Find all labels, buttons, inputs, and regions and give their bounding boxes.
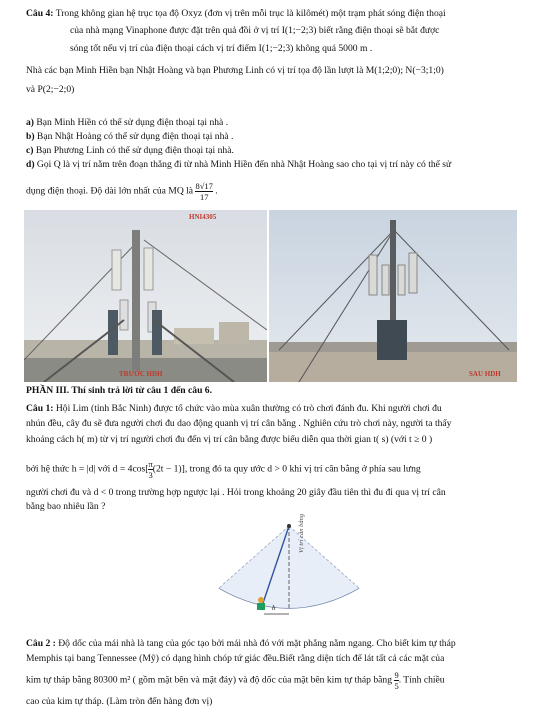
photo-left-caption: TRƯỚC HDH [119,370,163,378]
section-3-heading: PHẦN III. Thí sinh trả lời từ câu 1 đến câu 6. [26,385,213,396]
q2-line-3a: kim tự tháp bằng 80300 m² ( gồm mặt bên và mặt đáy) và độ dốc của mặt bên kim tự tháp bằng [26,674,393,686]
q4-line-1: Trong không gian hệ trục tọa độ Oxyz (đơn vị trên mỗi trục là kilômét) một trạm phát sóng điện thoại [55,8,446,19]
photo-before [24,210,267,382]
q1-label: Câu 1: [26,403,54,414]
q4-intro [26,6,526,21]
mq-numerator: 8√17 [195,181,213,191]
q2-line-2: Memphis tại bang Tennessee (Mỹ) có dạng hình chóp tứ giác đều.Biết rằng diện tích để lát tất cả các mặt của [26,653,445,664]
q1-line-4b: (2t − 1)], trong đó ta quy ước d > 0 khi vị trí cân bằng ở phía sau lưng [152,463,421,475]
q4-item-b [26,129,526,144]
q1-line-5: người chơi đu và d < 0 trong trường hợp ngược lại . Hỏi trong khoảng 20 giây đầu tiên thì đu đi qua vị trí cân [26,487,446,498]
pi-numerator: π [148,459,153,469]
q1-line-6: bằng bao nhiêu lần ? [26,501,106,512]
tower-after-image [269,210,517,382]
item-key: c) [26,145,34,156]
q4-item-d [26,157,526,172]
q4-line-3: sóng tốt nếu vị trí của điện thoại cách vị trí điểm I(1;−2;3) không quá 5000 m . [70,43,373,54]
pi-denominator: 3 [148,470,153,480]
q1-line-1-text: Hội Lim (tỉnh Bắc Ninh) được tổ chức vào mùa xuân thường có trò chơi đánh đu. Khi người chơi đu [53,403,442,414]
q1-line-2: nhún đều, cây đu sẽ đưa người chơi đu dao động quanh vị trí cân bằng . Nghiên cứu trò chơi này, người ta thấy [26,418,452,429]
q1-line-4 [26,459,526,480]
item-key: a) [26,117,34,128]
swing-figure [214,518,364,620]
q4-item-c [26,143,526,158]
photo-after [269,210,517,382]
item-key: b) [26,131,35,142]
item-text: Bạn Minh Hiền có thể sử dụng điện thoại tại nhà . [34,117,229,128]
photo-right-caption: SAU HDH [469,370,501,378]
q4-line-2: của nhà mạng Vinaphone được đặt trên quả đồi ở vị trí I(1;−2;3) biết rằng điện thoại sẽ bắt được [70,25,440,36]
mq-denominator: 17 [199,192,209,202]
slope-denominator: 5 [394,681,399,691]
q4-label: Câu 4: [26,8,54,19]
distance-h-label: h [272,604,276,612]
q2-line-4: cao của kim tự tháp. (Làm tròn đến hàng đơn vị) [26,696,213,707]
item-text: Bạn Phương Linh có thể sử dụng điện thoại tại nhà. [33,145,234,156]
q1-line-3: khoảng cách h( m) từ vị trí người chơi đu đến vị trí cân bằng được biểu diễn qua thời gian t( s) (với t ≥ 0 ) [26,434,433,445]
q1-line-4a: bởi hệ thức h = |d| với d = 4cos[ [26,463,149,475]
cell-tower-photos [24,210,517,382]
q4-houses-line-2: và P(2;−2;0) [26,84,75,95]
tower-before-image [24,210,267,382]
q4-houses-line-1: Nhà các bạn Minh Hiền bạn Nhật Hoàng và bạn Phương Linh có vị trí tọa độ lần lượt là M(1;2;0); N(−3;1;0) [26,65,444,76]
equilibrium-axis-label: Vị trí cân bằng [298,513,305,553]
q2-line-3 [26,670,526,691]
q4-item-d-line-2: dụng điện thoại. Độ dài lớn nhất của MQ là $\frac{8√17}{17}$ . [26,181,218,202]
q2-line-1 [26,636,526,651]
q4-item-a [26,115,526,130]
slope-numerator: 9 [394,670,399,680]
q1-line-1 [26,401,526,416]
q2-line-3b: . Tính chiều [398,674,445,686]
swing-diagram [214,513,364,620]
item-text: Gọi Q là vị trí nằm trên đoạn thẳng đi từ nhà Minh Hiền đến nhà Nhật Hoàng sao cho tại vị trí này có thể sử [34,159,452,170]
q2-line-1-text: Độ dốc của mái nhà là tang của góc tạo bởi mái nhà đó với mặt phẳng nằm ngang. Cho biết kim tự tháp [55,638,456,649]
item-text: Bạn Nhật Hoàng có thể sử dụng điện thoại tại nhà . [34,131,234,142]
item-key: d) [26,159,35,170]
d-line-2-text: dụng điện thoại. Độ dài lớn nhất của MQ là [26,185,194,197]
photo-left-label: HNI4305 [189,213,217,221]
mq-fraction [195,181,212,202]
q2-label: Câu 2 : [26,638,56,649]
